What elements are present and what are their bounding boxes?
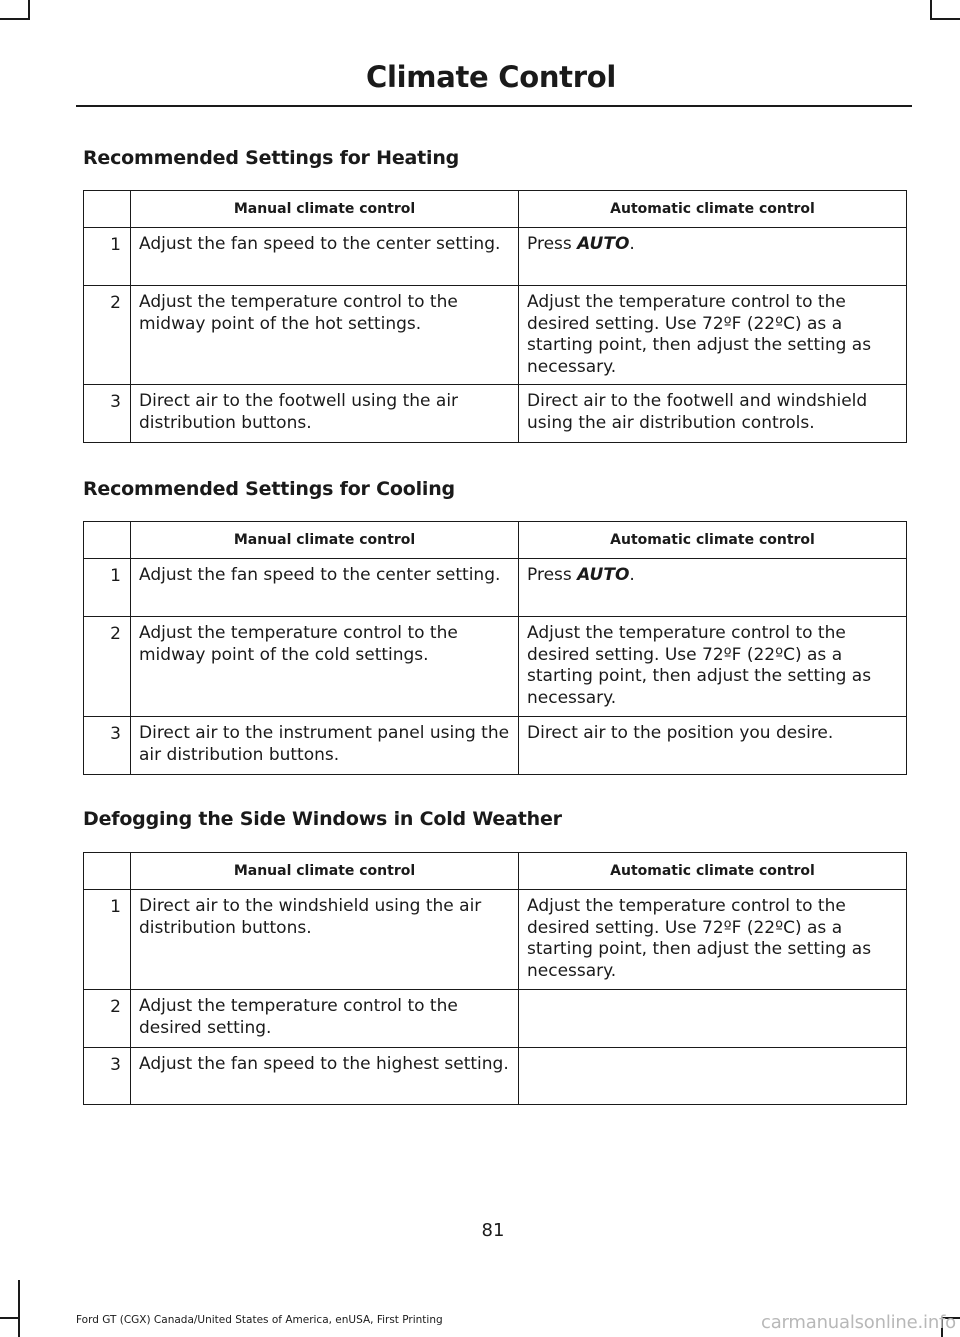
step-column-header — [84, 853, 131, 890]
automatic-step-text — [519, 559, 907, 617]
table-row — [84, 890, 907, 990]
step-number: 3 — [84, 385, 131, 443]
page-number: 81 — [481, 1220, 505, 1241]
automatic-step-body: Adjust the temperature control to the desired setting. Use 72ºF (22ºC) as a starting point, then adjust the setting as necessary. — [527, 623, 872, 708]
manual-step-text: Direct air to the footwell using the air distribution buttons. — [131, 385, 519, 443]
crop-mark — [0, 18, 30, 20]
manual-step-text: Adjust the fan speed to the center setting. — [131, 559, 519, 617]
step-number: 2 — [84, 286, 131, 385]
page-header-title: Climate Control — [366, 60, 616, 94]
automatic-step-text — [519, 990, 907, 1048]
automatic-step-body: Adjust the temperature control to the desired setting. Use 72ºF (22ºC) as a starting point, then adjust the setting as necessary. — [527, 896, 872, 981]
step-number: 3 — [84, 1048, 131, 1105]
automatic-step-prefix: Press — [527, 234, 578, 254]
section-title-heating: Recommended Settings for Heating — [83, 147, 460, 169]
automatic-step-text — [519, 617, 907, 717]
step-column-header — [84, 191, 131, 228]
automatic-step-text — [519, 286, 907, 385]
publication-info: Ford GT (CGX) Canada/United States of America, enUSA, First Printing — [76, 1314, 443, 1326]
table-row — [84, 559, 907, 617]
automatic-step-prefix: Press — [527, 565, 578, 585]
step-number: 1 — [84, 890, 131, 990]
manual-step-text: Direct air to the instrument panel using the air distribution buttons. — [131, 717, 519, 775]
section-title-defogging: Defogging the Side Windows in Cold Weather — [83, 808, 562, 830]
automatic-column-header: Automatic climate control — [519, 853, 907, 890]
automatic-step-text — [519, 717, 907, 775]
automatic-step-suffix: . — [629, 565, 635, 585]
automatic-step-suffix: . — [629, 234, 635, 254]
table-row — [84, 990, 907, 1048]
crop-mark — [930, 0, 932, 20]
automatic-step-body: Adjust the temperature control to the desired setting. Use 72ºF (22ºC) as a starting point, then adjust the setting as necessary. — [527, 292, 872, 377]
header-divider — [76, 105, 912, 107]
section-title-cooling: Recommended Settings for Cooling — [83, 478, 455, 500]
manual-step-text: Adjust the temperature control to the midway point of the hot settings. — [131, 286, 519, 385]
automatic-step-text — [519, 385, 907, 443]
step-number: 3 — [84, 717, 131, 775]
crop-mark — [28, 0, 30, 20]
step-number: 1 — [84, 559, 131, 617]
table-row — [84, 228, 907, 286]
step-number: 2 — [84, 617, 131, 717]
step-column-header — [84, 522, 131, 559]
table-row — [84, 717, 907, 775]
defogging-settings-table — [83, 852, 907, 1105]
manual-step-text: Adjust the fan speed to the center setting. — [131, 228, 519, 286]
manual-column-header: Manual climate control — [131, 853, 519, 890]
cooling-settings-table — [83, 521, 907, 775]
manual-step-text: Adjust the temperature control to the desired setting. — [131, 990, 519, 1048]
step-number: 1 — [84, 228, 131, 286]
manual-step-text: Adjust the temperature control to the midway point of the cold settings. — [131, 617, 519, 717]
automatic-step-text — [519, 228, 907, 286]
step-number: 2 — [84, 990, 131, 1048]
automatic-step-text — [519, 1048, 907, 1105]
table-row — [84, 1048, 907, 1105]
automatic-step-text — [519, 890, 907, 990]
table-header-row — [84, 853, 907, 890]
table-header-row — [84, 522, 907, 559]
auto-button-label: AUTO — [577, 234, 630, 254]
table-row — [84, 617, 907, 717]
manual-column-header: Manual climate control — [131, 191, 519, 228]
heating-settings-table — [83, 190, 907, 443]
table-row — [84, 286, 907, 385]
table-header-row — [84, 191, 907, 228]
automatic-step-body: Direct air to the footwell and windshield using the air distribution controls. — [527, 391, 868, 433]
manual-step-text: Adjust the fan speed to the highest setting. — [131, 1048, 519, 1105]
table-row — [84, 385, 907, 443]
manual-step-text: Direct air to the windshield using the air distribution buttons. — [131, 890, 519, 990]
automatic-column-header: Automatic climate control — [519, 522, 907, 559]
crop-mark — [18, 1280, 20, 1337]
crop-mark — [0, 1317, 20, 1319]
crop-mark — [930, 18, 960, 20]
manual-column-header: Manual climate control — [131, 522, 519, 559]
auto-button-label: AUTO — [577, 565, 630, 585]
automatic-column-header: Automatic climate control — [519, 191, 907, 228]
automatic-step-body: Direct air to the position you desire. — [527, 723, 834, 743]
watermark-text: carmanualsonline.info — [761, 1312, 956, 1333]
